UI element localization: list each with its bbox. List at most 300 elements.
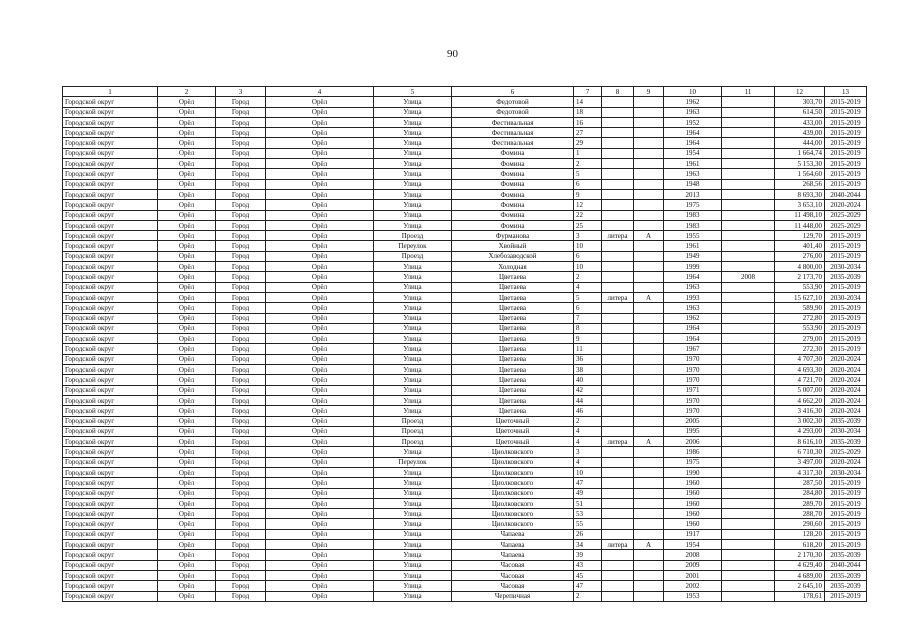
table-row xyxy=(63,169,867,179)
table-cell: Улица xyxy=(374,303,452,313)
table-cell: Улица xyxy=(374,519,452,529)
table-cell xyxy=(602,241,634,251)
table-cell: 2015-2019 xyxy=(825,148,867,158)
table-cell: Город xyxy=(216,581,266,591)
table-cell xyxy=(634,550,664,560)
table-cell xyxy=(722,323,775,333)
table-cell: Город xyxy=(216,262,266,272)
table-cell: Улица xyxy=(374,262,452,272)
table-cell: 618,20 xyxy=(775,540,825,550)
table-cell: Орёл xyxy=(266,581,374,591)
column-number: 9 xyxy=(634,87,664,97)
table-cell: Орёл xyxy=(158,540,216,550)
table-cell: Город xyxy=(216,179,266,189)
table-cell: Городской округ xyxy=(63,179,158,189)
table-cell: Город xyxy=(216,519,266,529)
table-cell: 4 629,40 xyxy=(775,560,825,570)
table-cell: Улица xyxy=(374,375,452,385)
table-cell: Орёл xyxy=(158,375,216,385)
table-cell xyxy=(634,570,664,580)
table-cell: Орёл xyxy=(158,200,216,210)
table-cell: Фомина xyxy=(452,179,574,189)
table-cell xyxy=(722,447,775,457)
table-cell: 1961 xyxy=(664,159,722,169)
table-row xyxy=(63,117,867,127)
table-cell: Улица xyxy=(374,138,452,148)
table-cell: 1960 xyxy=(664,488,722,498)
table-cell xyxy=(722,375,775,385)
table-cell: Орёл xyxy=(266,117,374,127)
table-cell: Городской округ xyxy=(63,385,158,395)
table-cell: 433,00 xyxy=(775,117,825,127)
table-row xyxy=(63,231,867,241)
table-row xyxy=(63,467,867,477)
table-cell xyxy=(722,591,775,601)
table-cell: Орёл xyxy=(158,395,216,405)
table-cell: Город xyxy=(216,220,266,230)
table-cell xyxy=(722,416,775,426)
table-cell: литера xyxy=(602,437,634,447)
table-cell xyxy=(722,189,775,199)
table-cell: Улица xyxy=(374,447,452,457)
table-cell: 1962 xyxy=(664,313,722,323)
table-cell: Орёл xyxy=(158,437,216,447)
table-cell: 2035-2039 xyxy=(825,581,867,591)
table-cell xyxy=(602,107,634,117)
table-cell xyxy=(634,138,664,148)
table-cell: 4 xyxy=(574,426,602,436)
table-cell: Циолковского xyxy=(452,457,574,467)
table-cell: 2015-2019 xyxy=(825,138,867,148)
table-cell: Город xyxy=(216,107,266,117)
table-cell: 284,80 xyxy=(775,488,825,498)
table-cell: 14 xyxy=(574,97,602,107)
table-cell: 11 498,10 xyxy=(775,210,825,220)
table-cell: Орёл xyxy=(266,488,374,498)
table-cell: Город xyxy=(216,97,266,107)
table-cell: Улица xyxy=(374,179,452,189)
table-cell: Городской округ xyxy=(63,591,158,601)
table-cell: Городской округ xyxy=(63,375,158,385)
table-cell: Орёл xyxy=(266,200,374,210)
table-cell: 2015-2019 xyxy=(825,159,867,169)
table-cell: Город xyxy=(216,241,266,251)
table-cell: 1970 xyxy=(664,365,722,375)
table-cell: Орёл xyxy=(158,426,216,436)
table-cell: Улица xyxy=(374,498,452,508)
table-row xyxy=(63,148,867,158)
table-row xyxy=(63,488,867,498)
table-cell: 2015-2019 xyxy=(825,334,867,344)
table-cell: Улица xyxy=(374,169,452,179)
table-cell xyxy=(722,581,775,591)
table-cell: Городской округ xyxy=(63,138,158,148)
table-cell: А xyxy=(634,231,664,241)
table-cell: Город xyxy=(216,303,266,313)
table-cell: 53 xyxy=(574,509,602,519)
table-cell: 38 xyxy=(574,365,602,375)
table-cell: Орёл xyxy=(158,210,216,220)
table-cell: 1983 xyxy=(664,220,722,230)
table-cell: Городской округ xyxy=(63,303,158,313)
table-cell: Улица xyxy=(374,591,452,601)
table-cell: Фомина xyxy=(452,159,574,169)
table-cell xyxy=(602,303,634,313)
table-cell: Городской округ xyxy=(63,128,158,138)
table-cell: Орёл xyxy=(266,282,374,292)
table-cell: 444,00 xyxy=(775,138,825,148)
table-cell xyxy=(634,303,664,313)
table-cell: Улица xyxy=(374,478,452,488)
table-cell: Город xyxy=(216,447,266,457)
table-cell: Орёл xyxy=(266,189,374,199)
table-cell: 29 xyxy=(574,138,602,148)
table-cell: 5 153,30 xyxy=(775,159,825,169)
table-cell: Фомина xyxy=(452,210,574,220)
table-cell: 178,61 xyxy=(775,591,825,601)
table-cell xyxy=(602,200,634,210)
table-cell: 55 xyxy=(574,519,602,529)
table-cell: Город xyxy=(216,385,266,395)
table-cell: 272,30 xyxy=(775,344,825,354)
table-cell xyxy=(722,169,775,179)
column-number: 4 xyxy=(266,87,374,97)
table-row xyxy=(63,282,867,292)
table-cell: Цветаева xyxy=(452,334,574,344)
table-cell: 4 689,00 xyxy=(775,570,825,580)
table-cell: Фомина xyxy=(452,220,574,230)
table-cell xyxy=(602,519,634,529)
table-cell: 39 xyxy=(574,550,602,560)
table-cell xyxy=(634,220,664,230)
table-cell: 10 xyxy=(574,467,602,477)
table-cell: 2015-2019 xyxy=(825,303,867,313)
table-cell: Орёл xyxy=(266,385,374,395)
table-cell: Улица xyxy=(374,189,452,199)
table-cell: Городской округ xyxy=(63,529,158,539)
table-cell: А xyxy=(634,292,664,302)
table-cell: 1 xyxy=(574,148,602,158)
table-cell: Орёл xyxy=(158,303,216,313)
table-cell xyxy=(722,478,775,488)
table-cell xyxy=(634,457,664,467)
table-cell xyxy=(722,365,775,375)
table-cell: Орёл xyxy=(266,128,374,138)
table-cell: Орёл xyxy=(158,406,216,416)
table-cell: 2 170,30 xyxy=(775,550,825,560)
table-cell xyxy=(602,570,634,580)
table-cell: 40 xyxy=(574,375,602,385)
table-cell: Фомина xyxy=(452,148,574,158)
table-cell: Улица xyxy=(374,97,452,107)
table-cell: 5 xyxy=(574,292,602,302)
table-cell xyxy=(722,200,775,210)
table-cell: 34 xyxy=(574,540,602,550)
table-cell: Городской округ xyxy=(63,478,158,488)
table-cell xyxy=(722,117,775,127)
table-cell xyxy=(602,426,634,436)
table-row xyxy=(63,375,867,385)
table-row xyxy=(63,303,867,313)
table-cell: Орёл xyxy=(266,426,374,436)
table-cell xyxy=(722,519,775,529)
table-cell: Орёл xyxy=(266,148,374,158)
table-cell xyxy=(634,560,664,570)
table-cell: 11 448,00 xyxy=(775,220,825,230)
table-cell: Городской округ xyxy=(63,148,158,158)
table-cell: 553,90 xyxy=(775,282,825,292)
table-cell: 2020-2024 xyxy=(825,395,867,405)
table-cell: Циолковского xyxy=(452,467,574,477)
table-cell: 2020-2024 xyxy=(825,200,867,210)
table-cell: 276,00 xyxy=(775,251,825,261)
table-cell: Город xyxy=(216,365,266,375)
table-cell: Город xyxy=(216,467,266,477)
table-cell: Городской округ xyxy=(63,488,158,498)
table-cell: Орёл xyxy=(266,478,374,488)
table-cell: 1963 xyxy=(664,303,722,313)
table-cell: Цветаева xyxy=(452,375,574,385)
table-cell: 4 317,30 xyxy=(775,467,825,477)
table-cell: Городской округ xyxy=(63,159,158,169)
table-row xyxy=(63,313,867,323)
table-cell: Городской округ xyxy=(63,570,158,580)
table-cell xyxy=(602,581,634,591)
table-cell: Городской округ xyxy=(63,560,158,570)
table-cell: Орёл xyxy=(266,334,374,344)
table-cell: Улица xyxy=(374,529,452,539)
table-cell xyxy=(602,148,634,158)
table-cell: Фестивальная xyxy=(452,128,574,138)
table-cell: Орёл xyxy=(266,406,374,416)
table-row xyxy=(63,107,867,117)
table-cell xyxy=(634,406,664,416)
table-cell: 303,70 xyxy=(775,97,825,107)
table-cell: Улица xyxy=(374,385,452,395)
table-cell: Город xyxy=(216,159,266,169)
table-cell: 2035-2039 xyxy=(825,272,867,282)
table-cell: 1971 xyxy=(664,385,722,395)
table-cell: Улица xyxy=(374,570,452,580)
table-cell: Циолковского xyxy=(452,509,574,519)
table-cell: Орёл xyxy=(266,498,374,508)
table-cell: 4 721,70 xyxy=(775,375,825,385)
table-cell: 9 xyxy=(574,189,602,199)
table-cell: 553,90 xyxy=(775,323,825,333)
table-cell xyxy=(722,550,775,560)
table-cell xyxy=(634,169,664,179)
table-cell xyxy=(722,292,775,302)
table-cell: Улица xyxy=(374,334,452,344)
table-cell: 1948 xyxy=(664,179,722,189)
table-cell: 8 xyxy=(574,323,602,333)
table-cell: Город xyxy=(216,138,266,148)
table-cell xyxy=(634,200,664,210)
table-cell: Орёл xyxy=(266,519,374,529)
table-cell: Городской округ xyxy=(63,426,158,436)
table-cell: 287,50 xyxy=(775,478,825,488)
table-cell: Город xyxy=(216,210,266,220)
table-cell: Улица xyxy=(374,292,452,302)
table-cell: Орёл xyxy=(266,169,374,179)
column-number: 3 xyxy=(216,87,266,97)
table-cell: 3 002,30 xyxy=(775,416,825,426)
table-cell: 129,70 xyxy=(775,231,825,241)
table-cell: Орёл xyxy=(266,159,374,169)
column-number: 8 xyxy=(602,87,634,97)
table-cell: Орёл xyxy=(158,282,216,292)
table-cell: Улица xyxy=(374,117,452,127)
table-cell: Город xyxy=(216,251,266,261)
table-cell: Городской округ xyxy=(63,107,158,117)
table-cell xyxy=(602,365,634,375)
table-cell: Проезд xyxy=(374,416,452,426)
table-cell: Циолковского xyxy=(452,498,574,508)
table-cell: Орёл xyxy=(158,262,216,272)
table-cell: Орёл xyxy=(158,447,216,457)
table-cell: Орёл xyxy=(158,97,216,107)
table-cell: Город xyxy=(216,416,266,426)
table-cell: Город xyxy=(216,560,266,570)
table-cell xyxy=(634,159,664,169)
table-cell: Городской округ xyxy=(63,334,158,344)
table-cell xyxy=(634,251,664,261)
table-cell: Орёл xyxy=(266,251,374,261)
table-cell: 10 xyxy=(574,241,602,251)
table-cell: Фомина xyxy=(452,169,574,179)
table-cell: Орёл xyxy=(158,581,216,591)
table-cell: Цветаева xyxy=(452,303,574,313)
table-row xyxy=(63,97,867,107)
table-cell xyxy=(722,220,775,230)
table-cell: Город xyxy=(216,437,266,447)
table-cell xyxy=(634,323,664,333)
column-number: 11 xyxy=(722,87,775,97)
table-cell: Городской округ xyxy=(63,200,158,210)
table-cell: 2020-2024 xyxy=(825,406,867,416)
table-cell: Проезд xyxy=(374,426,452,436)
table-cell: 2020-2024 xyxy=(825,385,867,395)
table-cell: 401,40 xyxy=(775,241,825,251)
table-cell: Улица xyxy=(374,272,452,282)
table-cell xyxy=(602,159,634,169)
table-cell: Улица xyxy=(374,107,452,117)
table-cell: 44 xyxy=(574,395,602,405)
table-cell: Фурманова xyxy=(452,231,574,241)
table-cell: Федотовой xyxy=(452,97,574,107)
table-cell: 1967 xyxy=(664,344,722,354)
table-cell: Улица xyxy=(374,200,452,210)
table-cell: 1983 xyxy=(664,210,722,220)
table-cell: 1961 xyxy=(664,241,722,251)
table-cell: Городской округ xyxy=(63,395,158,405)
table-cell: Городской округ xyxy=(63,262,158,272)
table-cell: Чапаева xyxy=(452,529,574,539)
table-cell: Городской округ xyxy=(63,498,158,508)
table-cell: Орёл xyxy=(266,262,374,272)
table-cell: 6 710,30 xyxy=(775,447,825,457)
table-cell: литера xyxy=(602,231,634,241)
table-cell: 2013 xyxy=(664,189,722,199)
table-cell: Орёл xyxy=(158,488,216,498)
table-cell: 1 664,74 xyxy=(775,148,825,158)
table-cell: Город xyxy=(216,488,266,498)
table-cell: Город xyxy=(216,550,266,560)
table-cell: Орёл xyxy=(266,457,374,467)
table-cell xyxy=(602,210,634,220)
table-cell: 2015-2019 xyxy=(825,117,867,127)
table-cell: 16 xyxy=(574,117,602,127)
table-row xyxy=(63,457,867,467)
table-row xyxy=(63,189,867,199)
table-cell: Городской округ xyxy=(63,117,158,127)
table-row xyxy=(63,395,867,405)
table-cell: Улица xyxy=(374,313,452,323)
table-cell xyxy=(634,385,664,395)
table-cell: Городской округ xyxy=(63,457,158,467)
table-cell: Цветаева xyxy=(452,395,574,405)
table-cell xyxy=(722,344,775,354)
table-cell xyxy=(602,488,634,498)
table-cell: Орёл xyxy=(158,550,216,560)
table-cell: Орёл xyxy=(158,519,216,529)
table-cell: Город xyxy=(216,375,266,385)
table-cell: 11 xyxy=(574,344,602,354)
table-cell xyxy=(722,210,775,220)
table-cell: Орёл xyxy=(266,138,374,148)
table-cell: Улица xyxy=(374,509,452,519)
table-cell: Фестивальная xyxy=(452,138,574,148)
table-cell: 128,20 xyxy=(775,529,825,539)
table-cell: 2040-2044 xyxy=(825,189,867,199)
table-cell: 7 xyxy=(574,313,602,323)
table-cell: Цветаева xyxy=(452,282,574,292)
table-cell: Цветаева xyxy=(452,406,574,416)
table-cell: 1995 xyxy=(664,426,722,436)
table-cell: Орёл xyxy=(266,437,374,447)
table-cell xyxy=(634,426,664,436)
table-cell: 2 645,10 xyxy=(775,581,825,591)
table-cell: Орёл xyxy=(158,344,216,354)
table-cell xyxy=(634,128,664,138)
table-cell: 1962 xyxy=(664,97,722,107)
table-cell: Орёл xyxy=(266,210,374,220)
table-cell: Орёл xyxy=(158,560,216,570)
table-cell: 1964 xyxy=(664,138,722,148)
table-cell: Циолковского xyxy=(452,478,574,488)
table-row xyxy=(63,334,867,344)
table-cell: 2015-2019 xyxy=(825,179,867,189)
table-cell xyxy=(722,467,775,477)
table-cell: 439,00 xyxy=(775,128,825,138)
table-cell: 4 xyxy=(574,457,602,467)
table-cell: Городской округ xyxy=(63,581,158,591)
table-cell xyxy=(634,354,664,364)
table-cell xyxy=(602,138,634,148)
table-cell: Городской округ xyxy=(63,313,158,323)
table-row xyxy=(63,478,867,488)
table-cell: Улица xyxy=(374,365,452,375)
table-cell: Цветаева xyxy=(452,354,574,364)
table-cell xyxy=(602,282,634,292)
table-cell xyxy=(602,457,634,467)
table-cell: 614,50 xyxy=(775,107,825,117)
table-row xyxy=(63,138,867,148)
table-cell: 2015-2019 xyxy=(825,591,867,601)
table-cell xyxy=(602,447,634,457)
table-cell: 1964 xyxy=(664,334,722,344)
table-cell: 1953 xyxy=(664,591,722,601)
